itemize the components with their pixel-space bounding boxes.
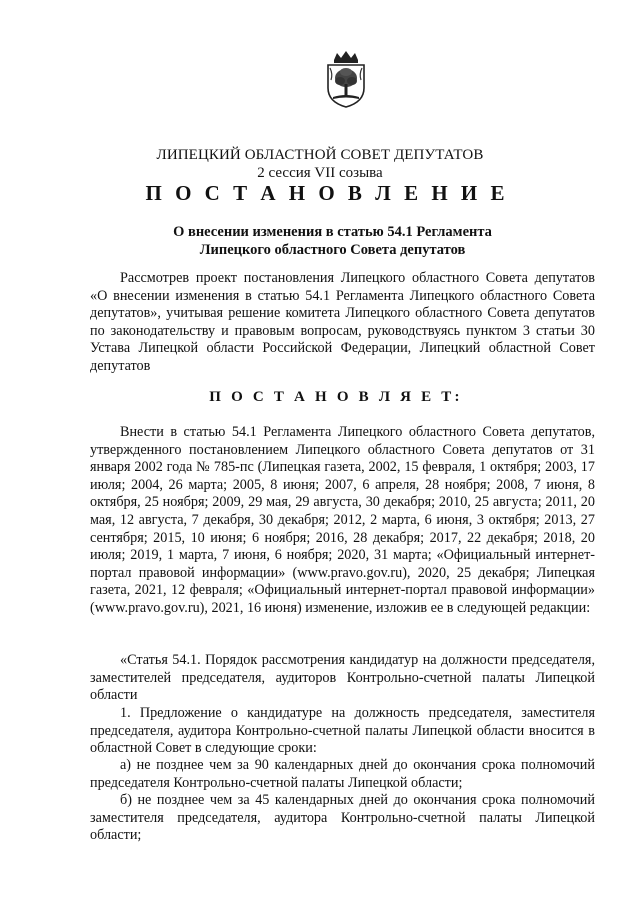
article-heading-paragraph: «Статья 54.1. Порядок рассмотрения кандидатур на должности председателя, заместителей председателя, аудиторов Контрольно-счетной палаты Липецкой области [90,652,595,704]
title-line-2: Липецкого областного Совета депутатов [199,242,466,258]
item-1a-paragraph: а) не позднее чем за 90 календарных дней до окончания срока полномочий председателя Контрольно-счетной палаты Липецкой области; [90,757,595,791]
preamble-paragraph: Рассмотрев проект постановления Липецкого областного Совета депутатов «О внесении изменения в статью 54.1 Регламента Липецкого областного Совета депутатов», учитывая решение комитета Липецкого областного Совета депутатов по законодательству и правовым вопросам, руководствуясь пунктом 3 статьи 30 Устава Липецкой области Российской Федерации, Липецкий областной Совет депутатов [90,270,595,374]
item-1-paragraph: 1. Предложение о кандидатуре на должность председателя, заместителя председателя, аудитора Контрольно-счетной палаты Липецкой области вносится в областной Совет в следующие сроки: [90,705,595,757]
item-1b-paragraph: б) не позднее чем за 45 календарных дней до окончания срока полномочий заместителя председателя, аудитора Контрольно-счетной палаты Липецкой области; [90,792,595,844]
document-type-heading: П О С Т А Н О В Л Е Н И Е [145,181,509,205]
session-number: 2 сессия VII созыва [257,165,383,181]
council-name: ЛИПЕЦКИЙ ОБЛАСТНОЙ СОВЕТ ДЕПУТАТОВ [156,147,484,163]
resolves-heading: П О С Т А Н О В Л Я Е Т: [209,389,463,405]
title-line-1: О внесении изменения в статью 54.1 Регламента [173,224,492,240]
coat-of-arms-icon [325,50,367,108]
amendment-paragraph: Внести в статью 54.1 Регламента Липецкого областного Совета депутатов, утвержденного постановлением Липецкого областного Совета депутатов от 31 января 2002 года № 785-пс (Липецкая газета, 2002, 15 февраля, 1 октября; 2003, 17 июля; 2004, 26 марта; 2005, 8 июня; 2007, 6 апреля, 28 ноября; 2008, 7 июня, 8 октября, 25 ноября; 2009, 29 мая, 29 августа, 30 декабря; 2010, 25 августа; 2011, 20 мая, 12 августа, 7 декабря, 30 декабря; 2012, 2 марта, 6 июня, 3 октября; 2013, 27 сентября; 2015, 10 июня; 6 ноября; 2016, 28 декабря; 2017, 22 декабря; 2018, 20 июля; 2019, 1 марта, 7 июня, 6 ноября; 2020, 31 марта; «Официальный интернет-портал правовой информации» (www.pravo.gov.ru), 2020, 25 декабря; Липецкая газета, 2021, 12 февраля; «Официальный интернет-портал правовой информации» (www.pravo.gov.ru), 2021, 16 июня) изменение, изложив ее в следующей редакции: [90,424,595,616]
document-title [80,223,585,259]
